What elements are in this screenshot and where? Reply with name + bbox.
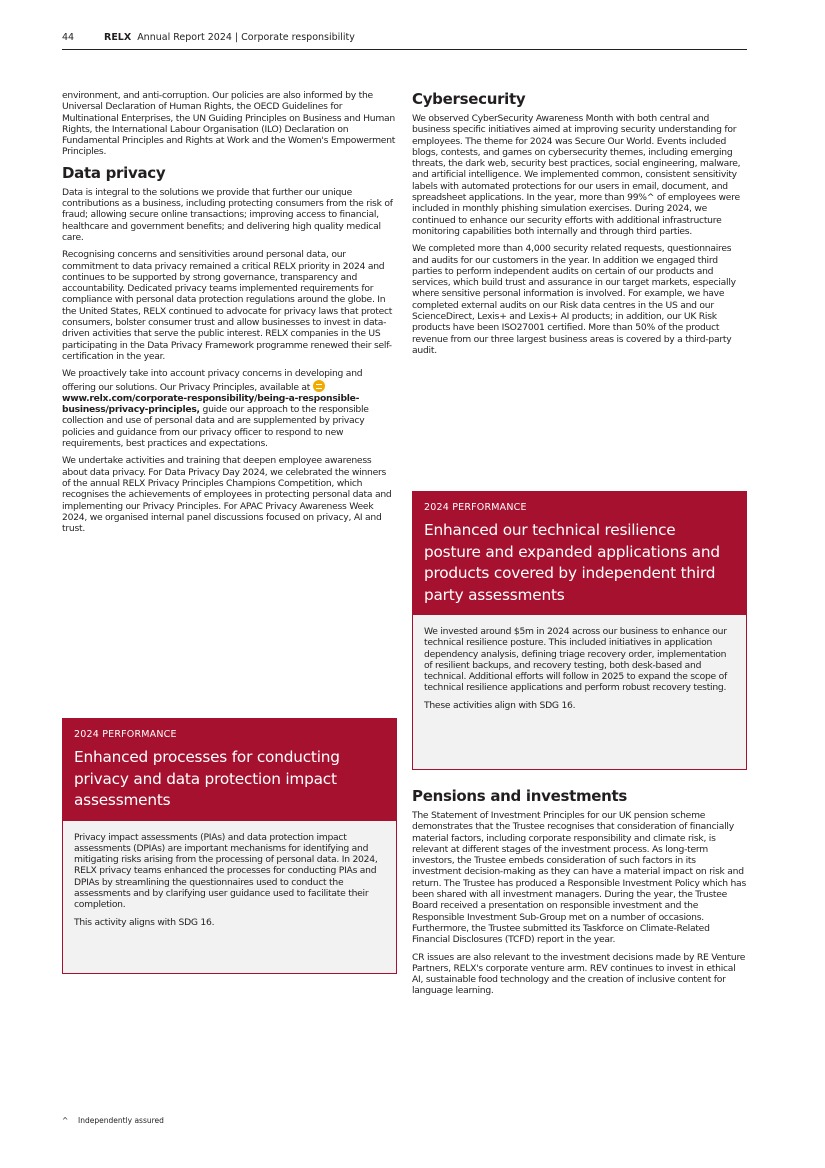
data-privacy-paragraph-4: We undertake activities and training that deepen employee awareness about data privacy. For Data Privacy Day 2024, we celebrated the winners of the annual RELX Privacy Principles Champions Competition, which recognises the achievements of employees in protecting personal data and implementing our Privacy Principles. For APAC Privacy Awareness Week 2024, we organised internal panel discussions focused on privacy, AI and trust.: [62, 455, 392, 535]
performance-body-text: We invested around $5m in 2024 across our business to enhance our technical resilience posture. This included initiatives in application dependency analysis, defining triage recovery order, implementation of resilient backups, and recovery testing, both desk-based and technical. Additional efforts will follow in 2025 to expand the scope of technical resilience applications and perform robust recovery testing.: [424, 626, 727, 694]
page-header: [62, 31, 747, 50]
page-number: 44: [62, 32, 75, 43]
pensions-section: [412, 787, 747, 1003]
footnote-text: Independently assured: [78, 1116, 164, 1125]
web-link-icon: [313, 380, 325, 392]
intro-paragraph: environment, and anti-corruption. Our policies are also informed by the Universal Declaration of Human Rights, the OECD Guidelines for Multinational Enterprises, the UN Guiding Principles on Business and Human Rights, the International Labour Organisation (ILO) Declaration on Fundamental Principles and Rights at Work and the Women's Empowerment Principles.: [62, 90, 396, 158]
resilience-performance-box: [412, 491, 747, 770]
performance-title: Enhanced processes for conducting privacy and data protection impact assessments: [74, 748, 340, 809]
privacy-performance-box: [62, 718, 397, 974]
resilience-performance-header: [412, 491, 747, 615]
paragraph-3-lead: We proactively take into account privacy concerns in developing and offering our solutions. Our Privacy Principles, available at: [62, 368, 363, 393]
right-column: [412, 90, 747, 362]
pensions-paragraph-2: CR issues are also relevant to the investment decisions made by RE Venture Partners, RELX's corporate venture arm. REV continues to invest in ethical AI, sustainable food technology and the creation of inclusive content for language learning.: [412, 951, 746, 997]
resilience-performance-body: [412, 615, 747, 770]
paragraph-3-tail: guide our approach to the responsible collection and use of personal data and are supplemented by privacy policies and guidance from our privacy officer to respond to new requirements, best practices and expectations.: [62, 404, 369, 450]
left-column: [62, 90, 396, 540]
data-privacy-heading: Data privacy: [62, 163, 166, 182]
data-privacy-paragraph-2: Recognising concerns and sensitivities around personal data, our commitment to data privacy remained a critical RELX priority in 2024 and continues to be supported by strong governance, transparency and accountability. Dedicated privacy teams implemented requirements for compliance with personal data protection regulations around the globe. In the United States, RELX continued to advocate for privacy laws that protect consumers, bolster consumer trust and allow businesses to invest in data-driven activities that serve the public interest. RELX companies in the US participating in the Data Privacy Framework programme renewed their self-certification in the year.: [62, 249, 393, 362]
privacy-principles-link[interactable]: www.relx.com/corporate-responsibility/being-a-responsible-business/privacy-principles,: [62, 392, 360, 416]
pensions-heading: Pensions and investments: [412, 787, 628, 805]
cybersecurity-paragraph-1: We observed CyberSecurity Awareness Month with both central and business specific initiatives aimed at improving security understanding for employees. The theme for 2024 was Secure Our World. Events included blogs, contests, and games on cybersecurity themes, including emerging threats, the dark web, security best practices, social engineering, malware, and artificial intelligence. We implemented common, consistent sensitivity labels with automated protections for our users in email, document, and spreadsheet applications. In the year, more than 99%^ of employees were included in monthly phishing simulation exercises. During 2024, we continued to enhance our security efforts with additional infrastructure monitoring capabilities both internally and through third parties.: [412, 113, 741, 237]
performance-body-text: Privacy impact assessments (PIAs) and data protection impact assessments (DPIAs) are important mechanisms for identifying and mitigating risks arising from the processing of personal data. In 2024, RELX privacy teams enhanced the processes for conducting PIAs and DPIAs by streamlining the questionnaires used to conduct the assessments and by clarifying user guidance used to facilitate their completion.: [74, 831, 378, 911]
data-privacy-paragraph-1: Data is integral to the solutions we provide that further our unique contributions as a business, including protecting consumers from the risk of fraud; allowing secure online transactions; improving access to financial, healthcare and government benefits; and delivering high quality medical care.: [62, 186, 393, 243]
cybersecurity-heading: Cybersecurity: [412, 90, 526, 108]
privacy-performance-body: [62, 821, 397, 974]
pensions-paragraph-1: The Statement of Investment Principles for our UK pension scheme demonstrates that the Trustee recognises that consideration of financially material factors, including corporate responsibility and climate risk, is relevant at different stages of the investment process. As long-term investors, the Trustee embeds consideration of such factors in its investment decision-making as they can have a material impact on risk and return. The Trustee has produced a Responsible Investment Policy which has been shared with all investment managers. During the year, the Trustee Board received a presentation on responsible investment and the Responsible Investment Sub-Group met on a number of occasions. Furthermore, the Trustee submitted its Taskforce on Climate-Related Financial Disclosures (TCFD) report in the year.: [412, 810, 746, 946]
footnote: [62, 1116, 164, 1126]
footnote-mark: ^: [62, 1116, 69, 1125]
cybersecurity-paragraph-2: We completed more than 4,000 security related requests, questionnaires and audits for our customers in the year. In addition we engaged third parties to perform independent audits on certain of our products and services, which build trust and assurance in our target markets, especially where sensitive personal information is involved. For example, we have completed external audits on our Risk data centres in the US and our ScienceDirect, Lexis+ and Lexis+ AI products; in addition, our UK Risk products have been ISO27001 certified. More than 50% of the product revenue from our three largest business areas is covered by a third-party audit.: [412, 243, 736, 356]
data-privacy-paragraph-3: [62, 368, 396, 449]
brand-name: RELX: [104, 32, 132, 43]
report-title: Annual Report 2024 | Corporate responsibility: [137, 32, 355, 43]
performance-label: 2024 PERFORMANCE: [424, 502, 527, 513]
performance-sdg-note: This activity aligns with SDG 16.: [74, 916, 215, 928]
performance-title: Enhanced our technical resilience posture and expanded applications and products covered by independent third party assessments: [424, 521, 720, 604]
performance-label: 2024 PERFORMANCE: [74, 729, 177, 740]
privacy-performance-header: [62, 718, 397, 821]
performance-sdg-note: These activities align with SDG 16.: [424, 699, 576, 711]
